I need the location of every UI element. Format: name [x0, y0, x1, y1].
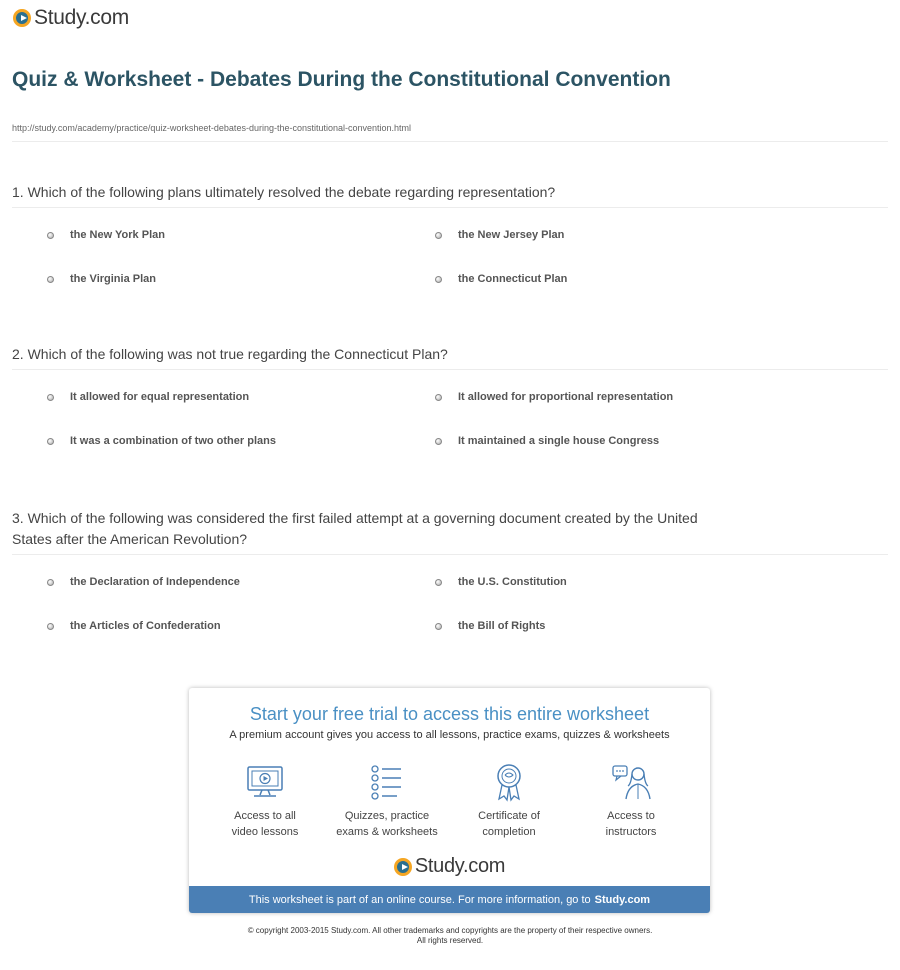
quiz-list-icon: [367, 762, 407, 802]
certificate-icon: [489, 762, 529, 802]
q1-option-b[interactable]: [435, 229, 564, 241]
page-title: Quiz & Worksheet - Debates During the Constitutional Convention: [12, 68, 671, 91]
q3-option-d[interactable]: [435, 620, 545, 632]
option-label: the Articles of Confederation: [70, 620, 221, 632]
instructor-icon: [611, 762, 651, 802]
promo-subtitle: A premium account gives you access to all lessons, practice exams, quizzes & worksheets: [229, 729, 670, 741]
study-link[interactable]: Study.com: [594, 893, 651, 906]
option-label: It allowed for equal representation: [70, 391, 250, 403]
divider: [12, 207, 888, 208]
promo-info-bar: [189, 886, 710, 913]
promo-title[interactable]: Start your free trial to access this entire worksheet: [249, 704, 650, 724]
radio-button-icon[interactable]: [435, 232, 442, 239]
feature-label: Access to instructors: [605, 810, 657, 838]
divider: [12, 141, 888, 142]
q1-option-c[interactable]: [47, 273, 156, 285]
option-label: It allowed for proportional representation: [458, 391, 674, 403]
option-label: the Connecticut Plan: [458, 273, 568, 285]
video-lesson-icon: [245, 762, 285, 802]
divider: [12, 554, 888, 555]
feature-video-lessons: [205, 762, 325, 840]
radio-button-icon[interactable]: [435, 579, 442, 586]
promo-study-logo[interactable]: [189, 855, 710, 878]
copyright-line: © copyright 2003-2015 Study.com. All other trademarks and copyrights are the property of their respective owners.: [247, 926, 653, 935]
q2-option-c[interactable]: [47, 435, 276, 447]
radio-button-icon[interactable]: [435, 623, 442, 630]
radio-button-icon[interactable]: [47, 623, 54, 630]
feature-label: Quizzes, practice exams & worksheets: [336, 810, 438, 838]
q2-option-d[interactable]: [435, 435, 659, 447]
play-logo-icon: [13, 9, 31, 27]
feature-label: Certificate of completion: [478, 810, 540, 838]
q1-option-a[interactable]: [47, 229, 165, 241]
option-label: the Declaration of Independence: [70, 576, 240, 588]
rights-line: All rights reserved.: [416, 936, 484, 945]
radio-button-icon[interactable]: [47, 394, 54, 401]
question-1-text: 1. Which of the following plans ultimately resolved the debate regarding representation?: [12, 184, 556, 200]
promo-bar-text: This worksheet is part of an online course. For more information, go to: [248, 893, 591, 906]
radio-button-icon[interactable]: [435, 438, 442, 445]
question-3-text: 3. Which of the following was considered the first failed attempt at a governing document created by the United States after the American Revolution?: [12, 510, 698, 547]
free-trial-promo: [189, 688, 710, 913]
radio-button-icon[interactable]: [47, 232, 54, 239]
radio-button-icon[interactable]: [47, 438, 54, 445]
q3-option-b[interactable]: [435, 576, 567, 588]
feature-label: Access to all video lessons: [231, 810, 299, 838]
radio-button-icon[interactable]: [435, 276, 442, 283]
radio-button-icon[interactable]: [47, 276, 54, 283]
radio-button-icon[interactable]: [47, 579, 54, 586]
option-label: It maintained a single house Congress: [458, 435, 660, 447]
option-label: It was a combination of two other plans: [70, 435, 276, 447]
question-2-text: 2. Which of the following was not true regarding the Connecticut Plan?: [12, 346, 448, 362]
page-url: http://study.com/academy/practice/quiz-worksheet-debates-during-the-constitutional-convention.html: [12, 123, 412, 133]
q3-option-a[interactable]: [47, 576, 240, 588]
option-label: the Bill of Rights: [458, 620, 546, 632]
option-label: the New Jersey Plan: [458, 229, 565, 241]
option-label: the Virginia Plan: [70, 273, 156, 285]
q1-option-d[interactable]: [435, 273, 567, 285]
option-label: the New York Plan: [70, 229, 165, 241]
radio-button-icon[interactable]: [435, 394, 442, 401]
feature-quizzes: [327, 762, 447, 840]
study-logo[interactable]: [13, 6, 129, 30]
logo-text: Study.com: [34, 6, 129, 29]
logo-text: Study.com: [414, 855, 506, 877]
q2-option-b[interactable]: [435, 391, 673, 403]
q3-option-c[interactable]: [47, 620, 221, 632]
option-label: the U.S. Constitution: [458, 576, 567, 588]
feature-certificate: [449, 762, 569, 840]
copyright-footer: [0, 926, 900, 946]
play-logo-icon: [394, 858, 412, 876]
divider: [12, 369, 888, 370]
feature-instructors: [571, 762, 691, 840]
q2-option-a[interactable]: [47, 391, 249, 403]
